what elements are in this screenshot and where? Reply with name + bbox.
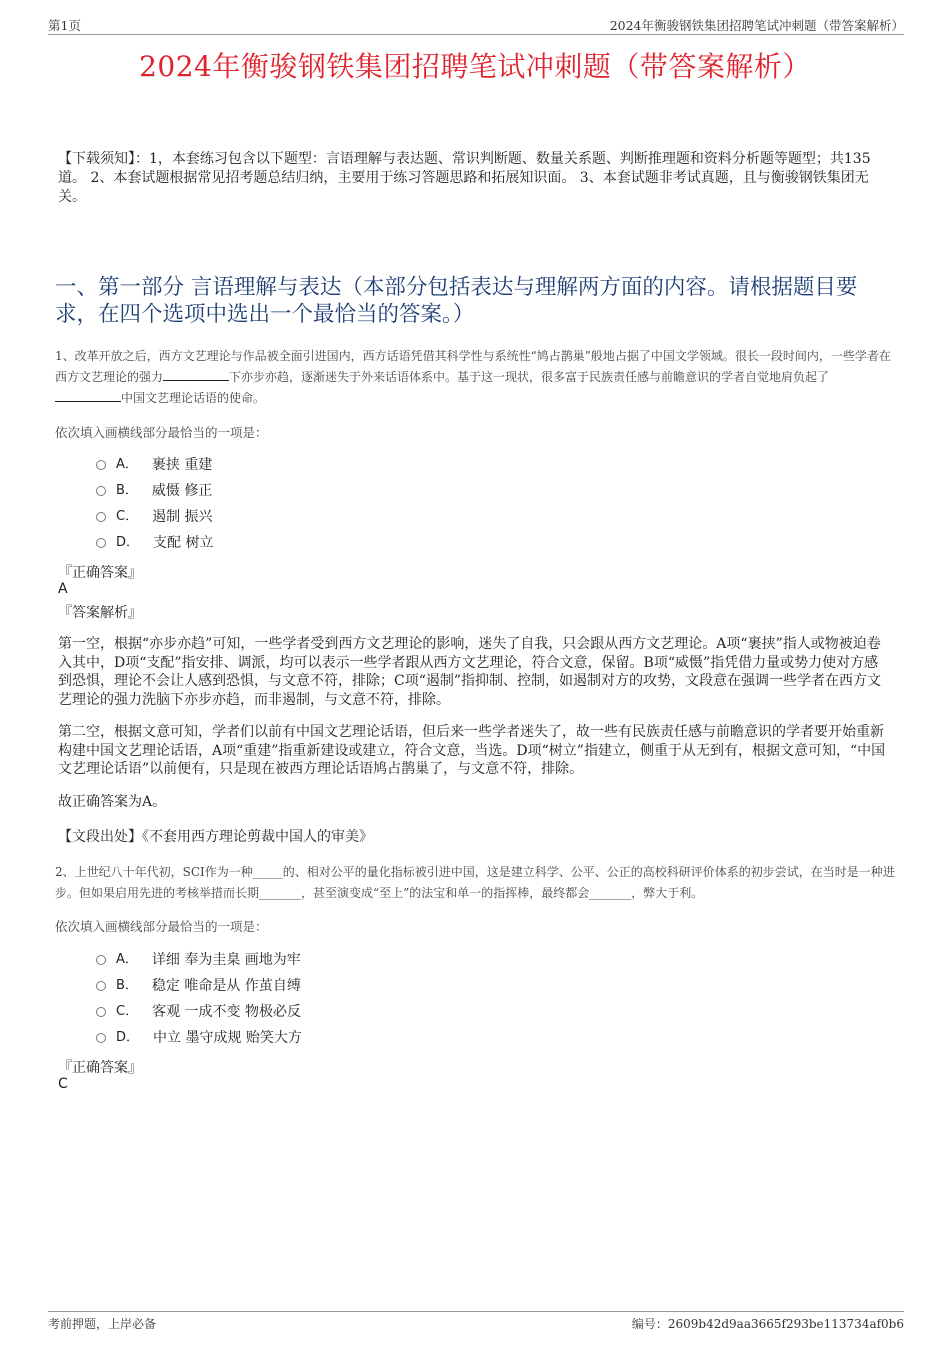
- answer-value-2: C: [58, 1076, 68, 1092]
- analysis-label-1: 『答案解析』: [58, 605, 142, 621]
- radio-icon[interactable]: [96, 460, 106, 470]
- answer-label-2: 『正确答案』: [58, 1060, 142, 1076]
- download-notice: 【下载须知】：1，本套练习包含以下题型：言语理解与表达题、常识判断题、数量关系题、判断推理题和资料分析题等题型；共135道。 2、本套试题根据常见招考题总结归纳，主要用于练习答题思路和拓展知识面。 3、本套试题非考试真题，且与衡骏钢铁集团无关。: [58, 151, 871, 205]
- radio-icon[interactable]: [96, 1033, 106, 1043]
- document-title: 2024年衡骏钢铁集团招聘笔试冲刺题（带答案解析）: [139, 50, 811, 83]
- question-2-text: 2、上世纪八十年代初，SCI作为一种_____的、相对公平的量化指标被引进中国，这是建立科学、公平、公正的高校科研评价体系的初步尝试，在当时是一种进步。但如果启用先进的考核举措而长期_______，甚至演变成“至上”的法宝和单一的指挥棒，最终都会_______，弊大于利。: [55, 865, 895, 900]
- header-doc-title: 2024年衡骏钢铁集团招聘笔试冲刺题（带答案解析）: [609, 18, 904, 33]
- footer-doc-id: 编号：2609b42d9aa3665f293be113734af0b6: [631, 1317, 904, 1331]
- question-2-prompt: 依次填入画横线部分最恰当的一项是：: [55, 919, 268, 934]
- radio-icon[interactable]: [96, 486, 106, 496]
- option-d[interactable]: D． 中立 墨守成规 贻笑大方: [96, 1025, 302, 1051]
- radio-icon[interactable]: [96, 512, 106, 522]
- question-1-part3: 中国文艺理论话语的使命。: [121, 391, 266, 405]
- question-1-text: [55, 346, 895, 409]
- option-b[interactable]: B． 稳定 唯命是从 作茧自缚: [96, 973, 302, 999]
- radio-icon[interactable]: [96, 538, 106, 548]
- analysis-paragraph-1: 第一空，根据“亦步亦趋”可知，一些学者受到西方文艺理论的影响，迷失了自我，只会跟从西方文艺理论。A项“裹挟”指人或物被迫卷入其中，D项“支配”指安排、调派，均可以表示一些学者跟从西方文艺理论，符合文意，保留。B项“威慑”指凭借力量或势力使对方感到恐惧，理论不会让人感到恐惧，与文意不符，排除；C项“遏制”指抑制、控制，如遏制对方的攻势，文段意在强调一些学者在西方文艺理论的强力洗脑下亦步亦趋，而非遏制，与文意不符，排除。: [58, 636, 882, 708]
- analysis-conclusion: 故正确答案为A。: [58, 794, 167, 810]
- section-heading: 一、第一部分 言语理解与表达（本部分包括表达与理解两方面的内容。请根据题目要求，在四个选项中选出一个最恰当的答案。）: [55, 275, 858, 327]
- page-number: 第1页: [48, 18, 81, 33]
- footer-slogan: 考前押题，上岸必备: [48, 1317, 157, 1331]
- radio-icon[interactable]: [96, 1007, 106, 1017]
- page-footer: [48, 1311, 904, 1336]
- question-1-blank-1: [163, 368, 229, 381]
- page-header: [48, 16, 904, 35]
- option-a[interactable]: A． 裹挟 重建: [96, 452, 213, 478]
- option-c[interactable]: C． 客观 一成不变 物极必反: [96, 999, 302, 1025]
- question-1-prompt: 依次填入画横线部分最恰当的一项是：: [55, 425, 268, 440]
- radio-icon[interactable]: [96, 981, 106, 991]
- question-1-options: [96, 452, 213, 556]
- radio-icon[interactable]: [96, 955, 106, 965]
- option-d[interactable]: D． 支配 树立: [96, 530, 213, 556]
- question-2-options: [96, 947, 302, 1051]
- option-a[interactable]: A． 详细 奉为圭臬 画地为牢: [96, 947, 302, 973]
- option-c[interactable]: C． 遏制 振兴: [96, 504, 213, 530]
- answer-label-1: 『正确答案』: [58, 565, 142, 581]
- question-1-blank-2: [55, 389, 121, 402]
- option-b[interactable]: B． 威慑 修正: [96, 478, 213, 504]
- answer-value-1: A: [58, 581, 68, 597]
- question-1-part2: 下亦步亦趋，逐渐迷失于外来话语体系中。基于这一现状，很多富于民族责任感与前瞻意识的学者自觉地肩负起了: [229, 370, 830, 384]
- analysis-paragraph-2: 第二空，根据文意可知，学者们以前有中国文艺理论话语，但后来一些学者迷失了，故一些有民族责任感与前瞻意识的学者要开始重新构建中国文艺理论话语，A项“重建”指重新建设或建立，符合文意，当选。D项“树立”指建立，侧重于从无到有，根据文意可知，“中国文艺理论话语”以前便有，只是现在被西方理论话语鸠占鹊巢了，与文意不符，排除。: [58, 724, 886, 777]
- question-1-part1: 1、改革开放之后，西方文艺理论与作品被全面引进国内，西方话语凭借其科学性与系统性“鸠占鹊巢”般地占据了中国文学领域。很长一段时间内，一些学者在西方文艺理论的强力: [55, 349, 891, 384]
- text-source: 【文段出处】《不套用西方理论剪裁中国人的审美》: [58, 829, 373, 845]
